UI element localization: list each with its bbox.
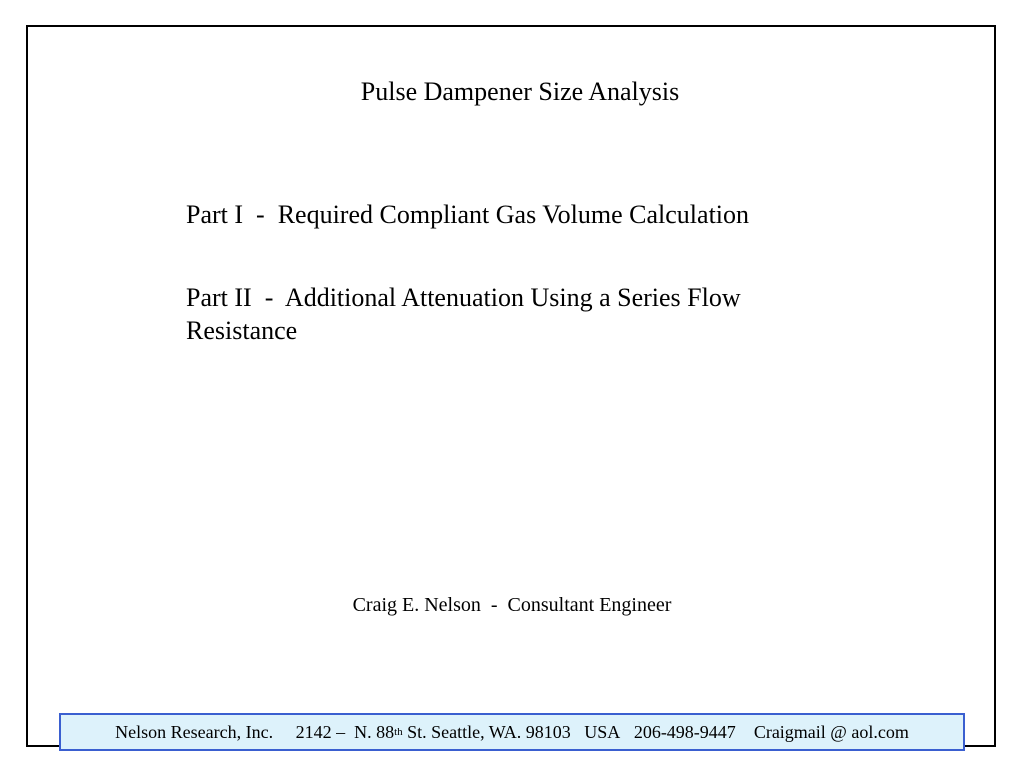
footer-address-prefix: 2142 – N. 88 [295, 721, 395, 742]
footer-address-suffix: St. Seattle, WA. 98103 USA [402, 721, 621, 742]
author-line: Craig E. Nelson - Consultant Engineer [352, 594, 672, 616]
slide-title: Pulse Dampener Size Analysis [360, 77, 680, 106]
slide-frame [26, 25, 996, 747]
footer-spacer [736, 722, 754, 743]
footer-spacer [273, 722, 296, 743]
footer-phone: 206-498-9447 [633, 721, 736, 742]
footer-company: Nelson Research, Inc. [115, 721, 274, 742]
footer-contact-box: Nelson Research, Inc. 2142 – N. 88 th St. Seattle, WA. 98103 USA 206-498-9447 Craigmail @ aol.com [59, 713, 965, 751]
part-two-heading: Part II - Additional Attenuation Using a Series Flow Resistance [186, 283, 741, 345]
footer-email: Craigmail @ aol.com [753, 721, 909, 742]
part-one-heading: Part I - Required Compliant Gas Volume Calculation [186, 200, 750, 229]
footer-spacer [620, 722, 634, 743]
